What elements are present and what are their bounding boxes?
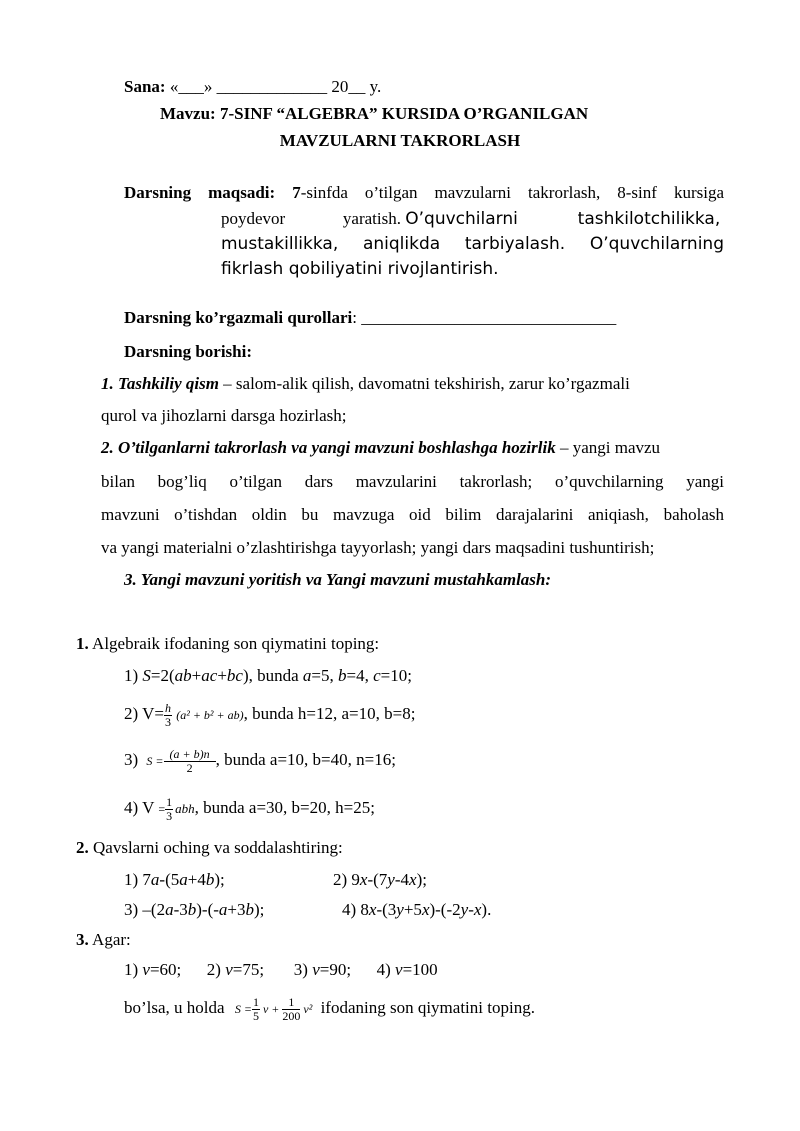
task1-item2-fraction (164, 702, 172, 729)
task3-title: Agar: (88, 930, 131, 949)
tools-label: Darsning ko’rgazmali qurollari (124, 308, 353, 327)
step1-title: 1. Tashkiliy qism (101, 374, 219, 393)
task1-title: Algebraik ifodaning son qiymatini toping: (88, 634, 380, 653)
fraction-denominator: 3 (166, 808, 173, 823)
goal-line-2 (221, 209, 724, 229)
fraction-numerator: h (164, 700, 171, 715)
task1-item4-suffix: , bunda a=30, b=20, h=25; (194, 798, 375, 817)
task1-item2-prefix: 2) V= (124, 704, 164, 723)
task2-item-2: 2) 9x-(7y-4x); (333, 870, 427, 889)
task1-item3-prefix: 3) (124, 750, 139, 769)
fraction-numerator: 1 (166, 794, 173, 809)
task1-item4-expr: abh (175, 801, 195, 817)
topic-line-1: Mavzu: 7-SINF “ALGEBRA” KURSIDA O’RGANILGAN (160, 104, 589, 123)
task3-condition (124, 990, 535, 1026)
task2-item-1: 1) 7a-(5a+4b); (124, 870, 225, 889)
task2-number: 2. (76, 838, 89, 857)
task1-item-3 (124, 742, 396, 778)
task2-heading (76, 838, 343, 858)
task1-item3-suffix: , bunda a=10, b=40, n=16; (215, 750, 396, 769)
goal-text-2b: O’quvchilarni tashkilotchilikka, (405, 209, 721, 229)
task3-number: 3. (76, 930, 89, 949)
step2-line-1 (101, 438, 660, 458)
task3-fraction-2 (282, 996, 300, 1023)
task3-fraction-1 (252, 996, 260, 1023)
task2-item-4: 4) 8x-(3y+5x)-(-2y-x). (342, 900, 492, 919)
task2-item-3: 3) –(2a-3b)-(-a+3b); (124, 900, 265, 919)
step2-title: 2. O’tilganlarni takrorlash va yangi mavzuni boshlashga hozirlik (101, 438, 556, 457)
step1-line-1 (101, 374, 630, 394)
task1-item4-prefix: 4) V (124, 798, 155, 817)
task3-mid: v + (262, 1002, 280, 1017)
task1-item2-suffix: , bunda h=12, a=10, b=8; (243, 704, 416, 723)
date-blank: «___» _____________ 20__ y. (165, 77, 382, 96)
task3-lhs: S = (234, 1002, 252, 1017)
fraction-numerator: (a + b)n (164, 748, 216, 762)
task3-tail: v² (303, 1002, 313, 1017)
goal-text-2a: poydevor yaratish. (221, 209, 401, 228)
task1-number: 1. (76, 634, 89, 653)
fraction-numerator: 1 (252, 994, 259, 1009)
task3-values: 1) v=60; 2) v=75; 3) v=90; 4) v=100 (124, 960, 438, 979)
date-label: Sana: (124, 77, 166, 96)
goal-line-3: mustakillikka, aniqlikda tarbiyalash. O’quvchilarning (221, 234, 724, 254)
task1-item-1: 1) S=2(ab+ac+bc), bunda a=5, b=4, c=10; (124, 666, 412, 685)
goal-text-1: -sinfda o’tilgan mavzularni takrorlash, 8-sinf kursiga (300, 183, 724, 202)
task1-item3-lhs: S = (146, 754, 164, 769)
task1-item4-eq: = (158, 802, 166, 817)
task1-item4-fraction (165, 796, 173, 823)
task1-item2-paren: (a² + b² + ab) (176, 708, 244, 723)
task2-title: Qavslarni oching va soddalashtiring: (88, 838, 343, 857)
step2-line-2: bilan bog’liq o’tilgan dars mavzularini takrorlash; o’quvchilarning yangi (101, 472, 724, 491)
process-label: Darsning borishi: (124, 342, 252, 361)
task3-heading (76, 930, 131, 950)
task1-heading (76, 634, 379, 654)
step1-text-1: – salom-alik qilish, davomatni tekshirish, zarur ko’rgazmali (218, 374, 630, 393)
tools-line (124, 308, 616, 328)
task1-item-2 (124, 696, 415, 732)
task3-cond-prefix: bo’lsa, u holda (124, 998, 225, 1017)
step3-title: 3. Yangi mavzuni yoritish va Yangi mavzuni mustahkamlash: (124, 570, 552, 589)
step1-line-2: qurol va jihozlarni darsga hozirlash; (101, 406, 347, 425)
task3-cond-suffix: ifodaning son qiymatini toping. (316, 998, 535, 1017)
fraction-denominator: 5 (252, 1008, 259, 1023)
goal-line-1 (124, 183, 724, 203)
task1-item3-fraction (164, 748, 216, 775)
fraction-numerator: 1 (282, 996, 300, 1010)
step2-text-1: – yangi mavzu (555, 438, 661, 457)
goal-line-4: fikrlash qobiliyatini rivojlantirish. (221, 259, 499, 279)
step2-line-3: mavzuni o’tishdan oldin bu mavzuga oid bilim darajalarini aniqiash, baholash (101, 505, 724, 524)
topic-line-2: MAVZULARNI TAKRORLASH (279, 131, 521, 150)
goal-label: Darsning maqsadi: (124, 183, 276, 202)
tools-blank: : ______________________________ (352, 308, 617, 327)
step2-line-4: va yangi materialni o’zlashtirishga tayyorlash; yangi dars maqsadini tushuntirish; (101, 538, 655, 557)
goal-grade: 7 (292, 183, 301, 202)
fraction-denominator: 3 (164, 714, 171, 729)
task1-item-4 (124, 790, 375, 826)
date-line (124, 77, 381, 97)
fraction-denominator: 200 (282, 1008, 301, 1023)
fraction-denominator: 2 (186, 760, 193, 775)
